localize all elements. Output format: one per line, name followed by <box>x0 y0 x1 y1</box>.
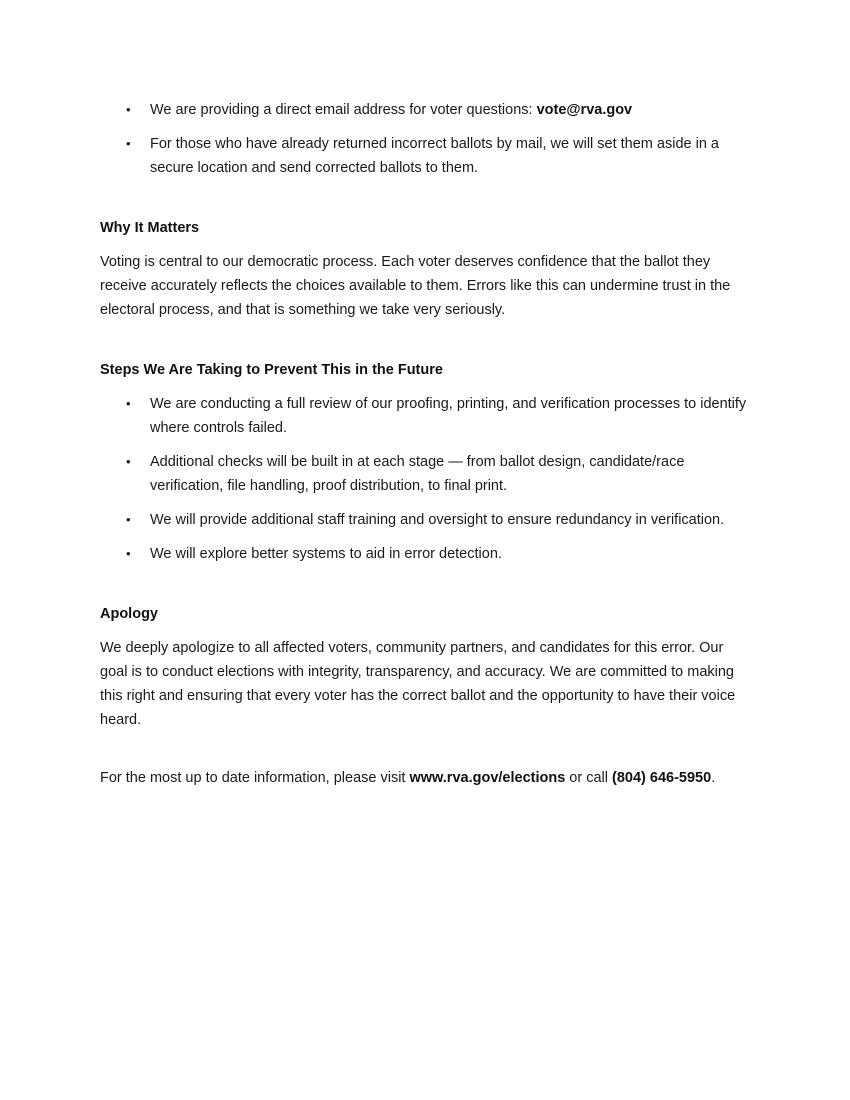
section-heading-steps: Steps We Are Taking to Prevent This in the Future <box>100 362 443 378</box>
email-address: vote@rva.gov <box>536 102 633 118</box>
footer-text: For the most up to date information, please visit <box>100 770 410 786</box>
list-item <box>100 508 748 532</box>
phone-number: (804) 646-5950 <box>612 770 712 786</box>
footer-text: . <box>711 770 716 786</box>
bullet-icon: • <box>126 454 131 469</box>
bullet-icon: • <box>126 546 131 561</box>
footer-contact-line <box>100 766 748 790</box>
bullet-text: For those who have already returned incorrect ballots by mail, we will set them aside in a secure location and send corrected ballots to them. <box>150 136 719 176</box>
bullet-icon: • <box>126 102 131 117</box>
bullet-text: We will provide additional staff training and oversight to ensure redundancy in verification. <box>150 512 725 528</box>
bullet-icon: • <box>126 512 131 527</box>
footer-text: or call <box>565 770 613 786</box>
bullet-text: We will explore better systems to aid in error detection. <box>150 546 502 562</box>
list-item <box>100 542 748 566</box>
bullet-icon: • <box>126 136 131 151</box>
bullet-text: We are conducting a full review of our proofing, printing, and verification processes to identify where controls failed. <box>150 396 747 436</box>
section-heading-why-it-matters: Why It Matters <box>100 220 200 236</box>
list-item <box>100 98 748 122</box>
section-heading-apology: Apology <box>100 606 158 622</box>
paragraph-why-it-matters: Voting is central to our democratic process. Each voter deserves confidence that the ballot they receive accurately reflects the choices available to them. Errors like this can undermine trust in the electoral process, and that is something we take very seriously. <box>100 254 731 318</box>
list-item <box>100 450 748 498</box>
website-url: www.rva.gov/elections <box>409 770 566 786</box>
steps-bullet-list <box>100 392 748 566</box>
bullet-text: Additional checks will be built in at each stage — from ballot design, candidate/race verification, file handling, proof distribution, to final print. <box>150 454 685 494</box>
bullet-icon: • <box>126 396 131 411</box>
paragraph-apology: We deeply apologize to all affected voters, community partners, and candidates for this error. Our goal is to conduct elections with integrity, transparency, and accuracy. We are committed to making this right and ensuring that every voter has the correct ballot and the opportunity to have their voice heard. <box>100 640 736 728</box>
document-content <box>100 98 748 800</box>
list-item <box>100 392 748 440</box>
intro-bullet-list <box>100 98 748 180</box>
list-item <box>100 132 748 180</box>
bullet-text: We are providing a direct email address for voter questions: <box>150 102 537 118</box>
